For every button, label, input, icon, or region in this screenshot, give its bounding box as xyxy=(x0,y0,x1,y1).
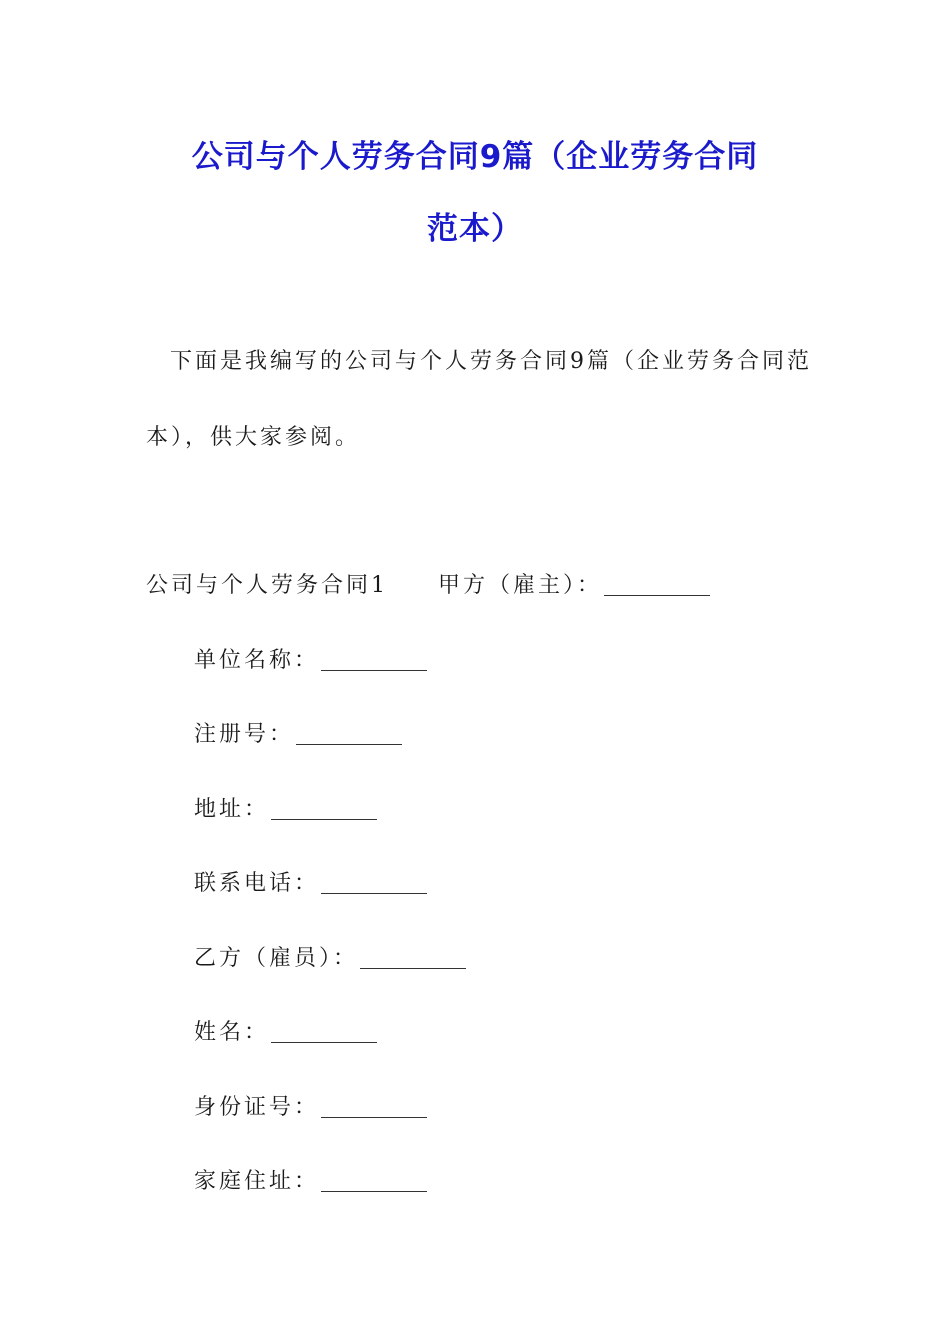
field-row-id-no xyxy=(194,1090,427,1121)
phone-blank xyxy=(321,873,427,894)
field-row-unit-name xyxy=(194,643,427,674)
id-no-label: 身份证号： xyxy=(194,1095,320,1120)
field-row-address xyxy=(194,792,377,823)
unit-name-blank xyxy=(321,650,427,671)
section-heading-row xyxy=(146,568,710,599)
party-b-blank xyxy=(360,948,466,969)
home-address-blank xyxy=(321,1171,427,1192)
address-blank xyxy=(271,799,377,820)
party-b-label: 乙方（雇员）： xyxy=(194,946,359,971)
field-row-party-b xyxy=(194,941,466,972)
unit-name-label: 单位名称： xyxy=(194,648,320,673)
party-a-label: 甲方（雇主）： xyxy=(438,573,603,598)
field-row-name xyxy=(194,1015,377,1046)
home-address-label: 家庭住址： xyxy=(194,1169,320,1194)
field-row-home-address xyxy=(194,1164,427,1195)
intro-paragraph-line-1: 下面是我编写的公司与个人劳务合同9篇（企业劳务合同范 xyxy=(170,349,812,374)
field-row-phone xyxy=(194,866,427,897)
id-no-blank xyxy=(321,1097,427,1118)
party-a-blank xyxy=(604,575,710,596)
name-label: 姓名： xyxy=(194,1020,270,1045)
name-blank xyxy=(271,1022,377,1043)
reg-no-label: 注册号： xyxy=(194,722,295,747)
phone-label: 联系电话： xyxy=(194,871,320,896)
address-label: 地址： xyxy=(194,797,270,822)
section-heading: 公司与个人劳务合同1 xyxy=(146,573,388,598)
field-row-reg-no xyxy=(194,717,402,748)
reg-no-blank xyxy=(296,724,402,745)
document-title-line-1: 公司与个人劳务合同9篇（企业劳务合同 xyxy=(191,139,759,175)
intro-paragraph-line-2: 本），供大家参阅。 xyxy=(146,425,361,450)
document-title-line-2: 范本） xyxy=(427,211,523,247)
